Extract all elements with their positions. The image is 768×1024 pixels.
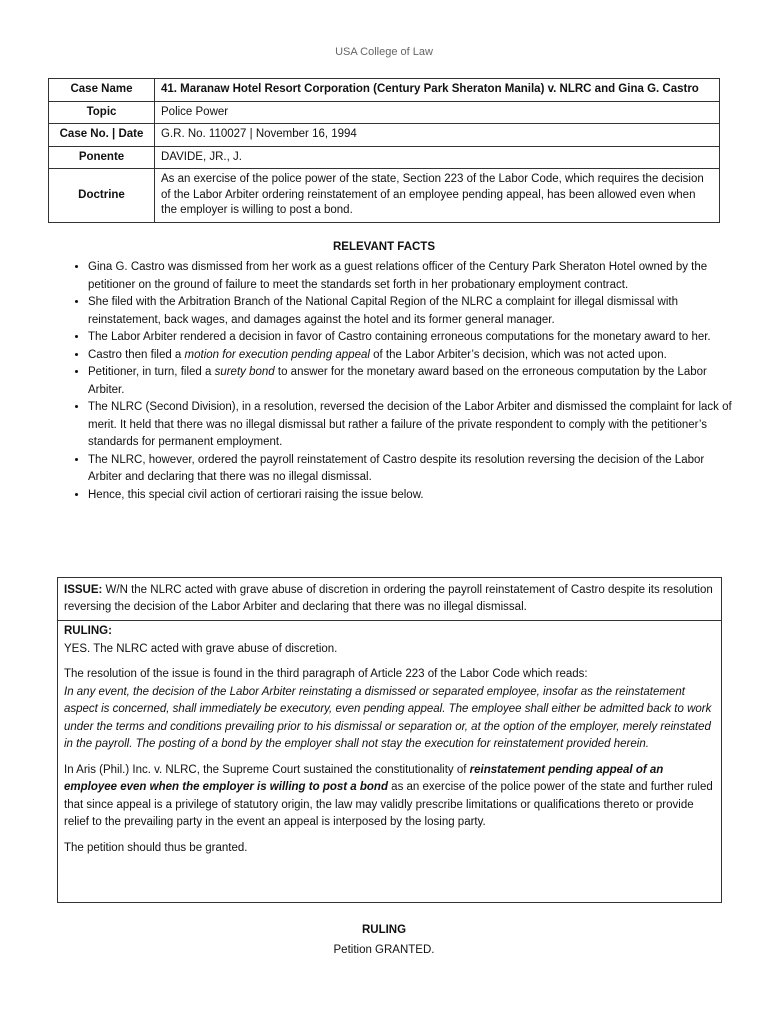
ponente-value: DAVIDE, JR., J. xyxy=(155,146,720,169)
case-name-label: Case Name xyxy=(49,79,155,102)
case-name-value: 41. Maranaw Hotel Resort Corporation (Century Park Sheraton Manila) v. NLRC and Gina G. Castro xyxy=(155,79,720,102)
ruling-label: RULING: xyxy=(64,625,112,637)
case-no-value: G.R. No. 110027 | November 16, 1994 xyxy=(155,124,720,147)
final-ruling-title: RULING xyxy=(361,924,407,936)
ruling-p2-emphasis: reinstatement pending appeal of an employee even when the employer is willing to post a bond xyxy=(64,763,664,793)
case-name-row xyxy=(49,79,720,102)
issue-text: W/N the NLRC acted with grave abuse of discretion in ordering the payroll reinstatement of Castro despite its resolution reversing the decision of the Labor Arbiter and declaring that there was no illegal dismissal. xyxy=(64,584,713,613)
fact-text: The Labor Arbiter rendered a decision in favor of Castro containing erroneous computations for the monetary award to her. xyxy=(88,331,711,343)
fact-text-emphasis: motion for execution pending appeal xyxy=(184,348,370,361)
facts-title: RELEVANT FACTS xyxy=(332,241,435,253)
fact-text: Gina G. Castro was dismissed from her work as a guest relations officer of the Century Park Sheraton Hotel owned by the petitioner on the ground of failure to meet the standards set forth in her probationary employment contract. xyxy=(88,261,708,291)
page-header: USA College of Law xyxy=(335,46,433,58)
fact-text: Hence, this special civil action of certiorari raising the issue below. xyxy=(88,488,424,501)
ponente-label: Ponente xyxy=(49,146,155,169)
case-info-table xyxy=(48,78,720,223)
facts-list xyxy=(62,259,740,504)
fact-item xyxy=(88,294,740,329)
issue-label: ISSUE: xyxy=(64,584,103,596)
case-no-label: Case No. | Date xyxy=(49,124,155,147)
topic-value: Police Power xyxy=(155,101,720,124)
ruling-paragraph-3: The petition should thus be granted. xyxy=(64,841,248,854)
fact-item xyxy=(88,347,740,365)
fact-text: The NLRC (Second Division), in a resolution, reversed the decision of the Labor Arbiter and dismissed the complaint for lack of merit. It held that there was no illegal dismissal but rather a failure of the private respondent to comply with the petitioner’s standards for permanent employment. xyxy=(88,401,732,448)
issue-ruling-box xyxy=(57,577,722,903)
fact-text: The NLRC, however, ordered the payroll reinstatement of Castro despite its resolution reversing the decision of the Labor Arbiter and declaring that there was no illegal dismissal. xyxy=(88,453,705,483)
issue-section xyxy=(58,578,721,621)
fact-item xyxy=(88,487,740,505)
topic-label: Topic xyxy=(49,101,155,124)
doctrine-value: As an exercise of the police power of the state, Section 223 of the Labor Code, which requires the decision of the Labor Arbiter ordering reinstatement of an employee pending appeal, has been allowed even when the employer is willing to post a bond. xyxy=(155,169,720,223)
doctrine-row xyxy=(49,169,720,223)
fact-text-pre: Castro then filed a xyxy=(88,348,185,361)
fact-item xyxy=(88,259,740,294)
ponente-row xyxy=(49,146,720,169)
ruling-section xyxy=(58,621,721,867)
final-ruling xyxy=(0,920,768,960)
fact-item xyxy=(88,452,740,487)
fact-text-post: of the Labor Arbiter’s decision, which was not acted upon. xyxy=(369,348,667,361)
fact-text-pre: Petitioner, in turn, filed a xyxy=(88,366,215,378)
ruling-p2-pre: In Aris (Phil.) Inc. v. NLRC, the Supreme Court sustained the constitutionality of xyxy=(64,763,470,776)
ruling-paragraph-2 xyxy=(64,762,715,832)
fact-item xyxy=(88,364,740,399)
fact-text-post: to answer for the monetary award based on the erroneous computation by the Labor Arbiter. xyxy=(88,366,707,396)
doctrine-label: Doctrine xyxy=(49,169,155,223)
topic-row xyxy=(49,101,720,124)
fact-text-emphasis: surety bond xyxy=(214,366,275,378)
ruling-p1-intro: The resolution of the issue is found in the third paragraph of Article 223 of the Labor Code which reads: xyxy=(64,668,588,680)
fact-item xyxy=(88,399,740,452)
ruling-p1-quote: In any event, the decision of the Labor Arbiter reinstating a dismissed or separated employee, insofar as the reinstatement aspect is concerned, shall immediately be executory, even pending appeal. The employee shall either be admitted back to work under the terms and conditions prevailing prior to his dismissal or separation or, at the option of the employer, merely reinstated in the payroll. The posting of a bond by the employer shall not stay the execution for reinstatement provided herein. xyxy=(64,685,712,750)
ruling-answer: YES. The NLRC acted with grave abuse of discretion. xyxy=(64,642,338,655)
ruling-p2-post: as an exercise of the police power of the state and further ruled that since appeal is a privilege of statutory origin, the law may validly prescribe limitations or qualifications thereto or provide relief to the prevailing party in the event an appeal is interposed by the losing party. xyxy=(64,781,713,828)
case-no-row xyxy=(49,124,720,147)
ruling-paragraph-1 xyxy=(64,666,715,754)
final-ruling-text: Petition GRANTED. xyxy=(333,944,435,956)
fact-text: She filed with the Arbitration Branch of the National Capital Region of the NLRC a complaint for illegal dismissal with reinstatement, back wages, and damages against the hotel and its former general manager. xyxy=(88,296,678,326)
fact-item xyxy=(88,329,740,347)
